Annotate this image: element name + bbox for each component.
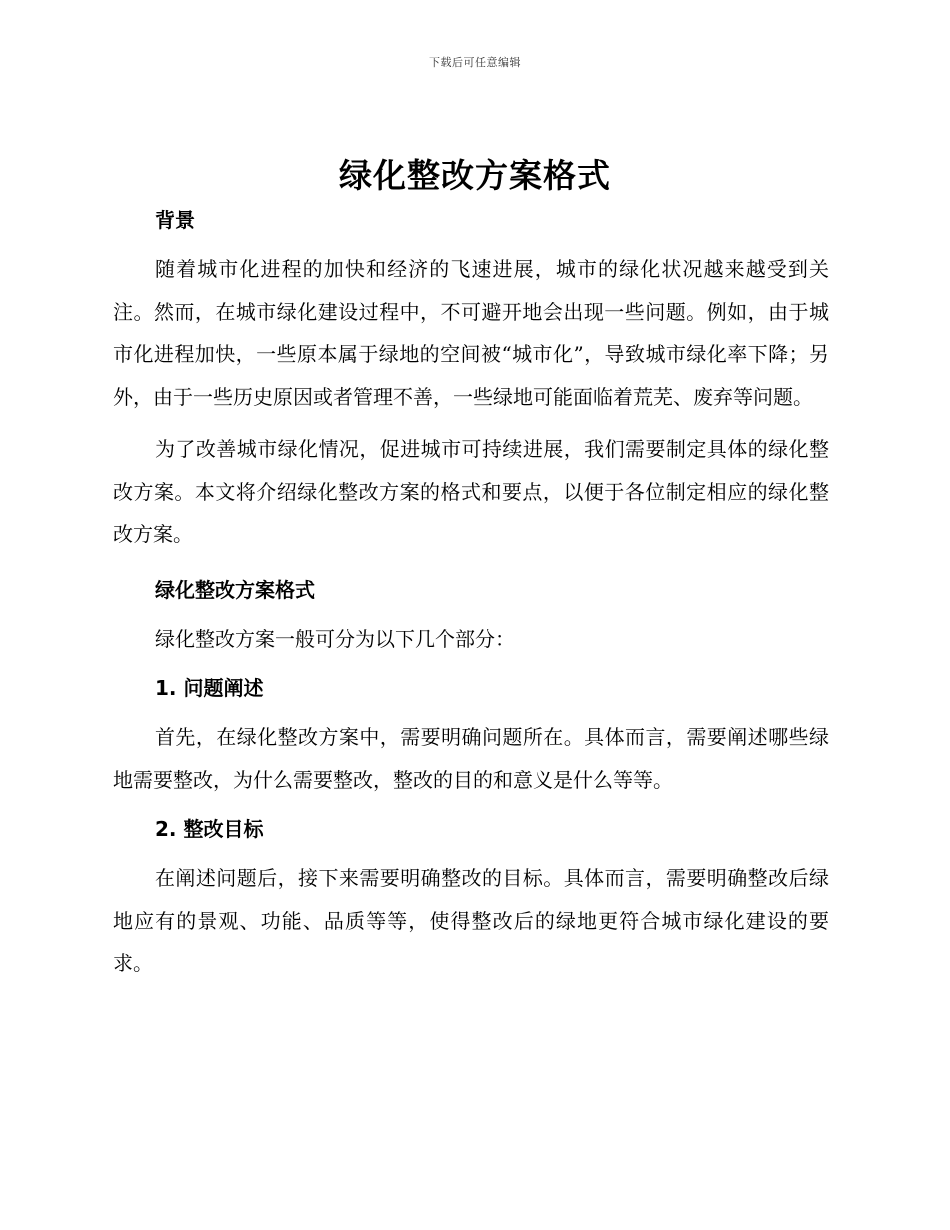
document-title: 绿化整改方案格式 <box>339 156 611 195</box>
section-heading-background: 背景 <box>155 208 195 232</box>
section-heading-problem: 1. 问题阐述 <box>155 676 264 700</box>
section-heading-format: 绿化整改方案格式 <box>155 577 315 602</box>
paragraph-problem: 首先，在绿化整改方案中，需要明确问题所在。具体而言，需要阐述哪些绿地需要整改，为什么需要整改，整改的目的和意义是什么等等。 <box>113 725 829 792</box>
document-body <box>113 202 829 985</box>
paragraph-background-1: 随着城市化进程的加快和经济的飞速进展，城市的绿化状况越来越受到关注。然而，在城市绿化建设过程中，不可避开地会出现一些问题。例如，由于城市化进程加快，一些原本属于绿地的空间被“城市化”，导致城市绿化率下降；另外，由于一些历史原因或者管理不善，一些绿地可能面临着荒芜、废弃等问题。 <box>113 257 829 409</box>
paragraph-goal: 在阐述问题后，接下来需要明确整改的目标。具体而言，需要明确整改后绿地应有的景观、功能、品质等等，使得整改后的绿地更符合城市绿化建设的要求。 <box>113 866 829 975</box>
header-note: 下载后可任意编辑 <box>429 56 521 69</box>
paragraph-format-intro: 绿化整改方案一般可分为以下几个部分： <box>155 626 515 651</box>
section-heading-goal: 2. 整改目标 <box>155 817 264 841</box>
paragraph-background-2: 为了改善城市绿化情况，促进城市可持续进展，我们需要制定具体的绿化整改方案。本文将介绍绿化整改方案的格式和要点，以便于各位制定相应的绿化整改方案。 <box>113 437 829 546</box>
